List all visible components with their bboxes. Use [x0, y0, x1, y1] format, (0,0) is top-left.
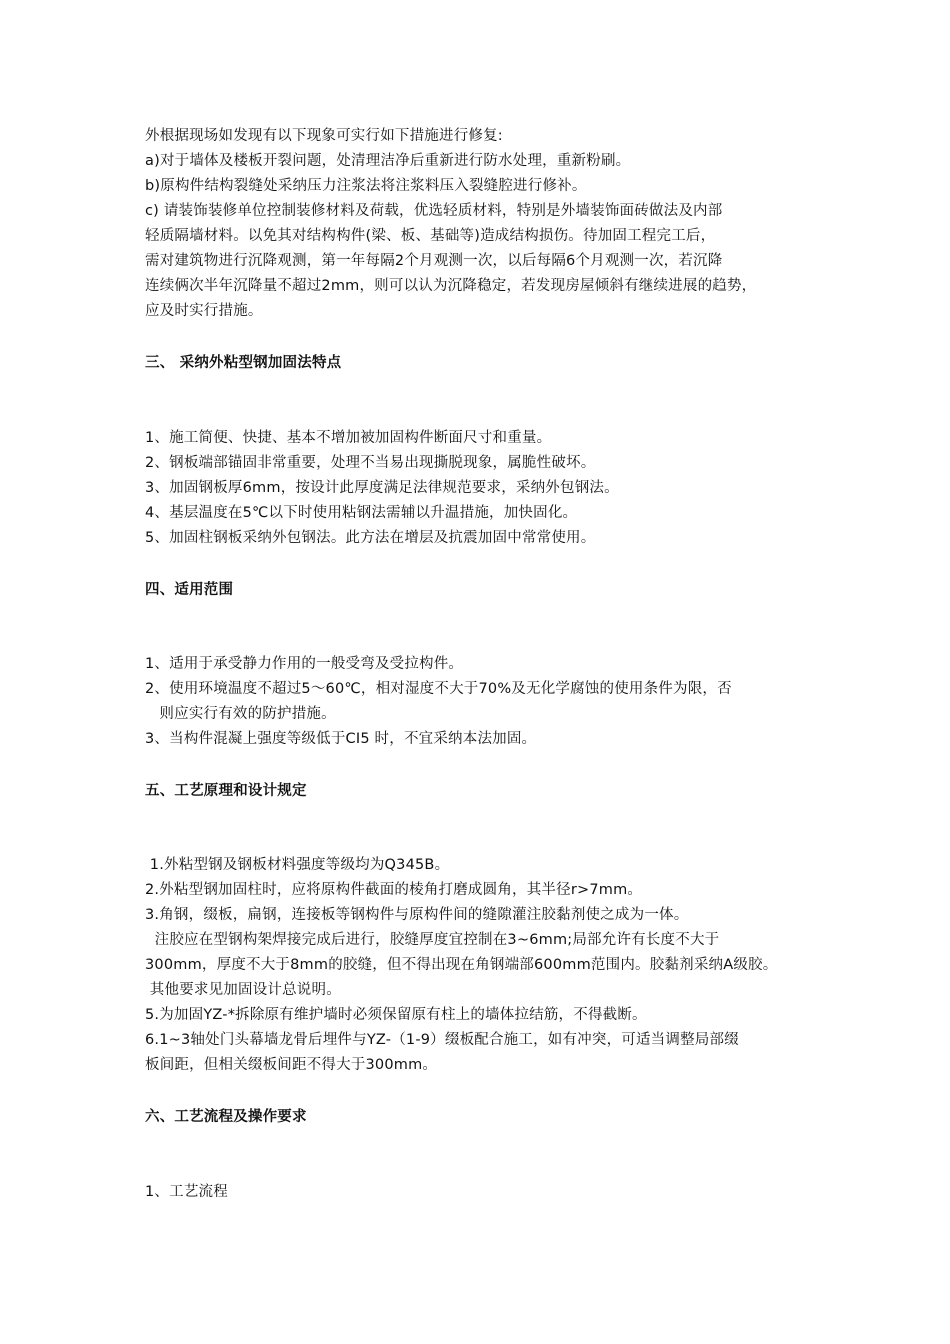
list-item: 3、当构件混凝上强度等级低于CI5 时，不宜采纳本法加固。 — [145, 731, 537, 747]
intro-line: 连续俩次半年沉降量不超过2mm，则可以认为沉降稳定，若发现房屋倾斜有继续进展的趋势， — [145, 278, 757, 294]
list-item: 则应实行有效的防护措施。 — [145, 706, 336, 722]
list-item: 6.1~3轴处门头幕墙龙骨后埋件与YZ-（1-9）缀板配合施工，如有冲突，可适当调整局部缀 — [145, 1032, 739, 1048]
section-heading: 六、工艺流程及操作要求 — [145, 1109, 307, 1125]
list-item: 300mm，厚度不大于8mm的胶缝，但不得出现在角钢端部600mm范围内。胶黏剂采纳A级胶。 — [145, 957, 778, 973]
list-item: 3、加固钢板厚6mm，按设计此厚度满足法律规范要求，采纳外包钢法。 — [145, 480, 619, 496]
list-item: 1、适用于承受静力作用的一般受弯及受拉构件。 — [145, 656, 464, 672]
section-heading: 四、适用范围 — [145, 582, 234, 598]
list-item: 2、使用环境温度不超过5～60℃，相对湿度不大于70%及无化学腐蚀的使用条件为限，否 — [145, 681, 732, 697]
list-item: 4、基层温度在5℃以下时使用粘钢法需辅以升温措施，加快固化。 — [145, 505, 578, 521]
list-item: 板间距，但相关缀板间距不得大于300mm。 — [145, 1057, 438, 1073]
intro-line: 应及时实行措施。 — [145, 303, 263, 319]
intro-line: 轻质隔墙材料。以免其对结构构件(梁、板、基础等)造成结构损伤。待加固工程完工后， — [145, 228, 716, 244]
list-item: 5、加固柱钢板采纳外包钢法。此方法在增层及抗震加固中常常使用。 — [145, 530, 596, 546]
list-item: 注胶应在型钢构架焊接完成后进行，胶缝厚度宜控制在3~6mm;局部允许有长度不大于 — [145, 932, 720, 948]
list-item: 其他要求见加固设计总说明。 — [145, 982, 341, 998]
intro-line: b)原构件结构裂缝处采纳压力注浆法将注浆料压入裂缝腔进行修补。 — [145, 178, 587, 194]
intro-line: 外根据现场如发现有以下现象可实行如下措施进行修复: — [145, 128, 503, 144]
section-heading: 三、 采纳外粘型钢加固法特点 — [145, 355, 342, 371]
intro-line: 需对建筑物进行沉降观测，第一年每隔2个月观测一次，以后每隔6个月观测一次，若沉降 — [145, 253, 723, 269]
section-heading: 五、工艺原理和设计规定 — [145, 783, 307, 799]
intro-line: c) 请装饰装修单位控制装修材料及荷载，优选轻质材料，特别是外墙装饰面砖做法及内部 — [145, 203, 723, 219]
list-item: 5.为加固YZ-*拆除原有维护墙时必须保留原有柱上的墙体拉结筋，不得截断。 — [145, 1007, 647, 1023]
intro-line: a)对于墙体及楼板开裂问题，处清理洁净后重新进行防水处理，重新粉刷。 — [145, 153, 631, 169]
list-item: 1、施工简便、快捷、基本不增加被加固构件断面尺寸和重量。 — [145, 430, 552, 446]
list-item: 2、钢板端部锚固非常重要，处理不当易出现撕脱现象，属脆性破坏。 — [145, 455, 596, 471]
list-item: 3.角钢，缀板，扁钢，连接板等钢构件与原构件间的缝隙灌注胶黏剂使之成为一体。 — [145, 907, 689, 923]
list-item: 2.外粘型钢加固柱时，应将原构件截面的棱角打磨成圆角，其半径r>7mm。 — [145, 882, 643, 898]
list-item: 1、工艺流程 — [145, 1184, 228, 1200]
list-item: 1.外粘型钢及钢板材料强度等级均为Q345B。 — [145, 857, 450, 873]
